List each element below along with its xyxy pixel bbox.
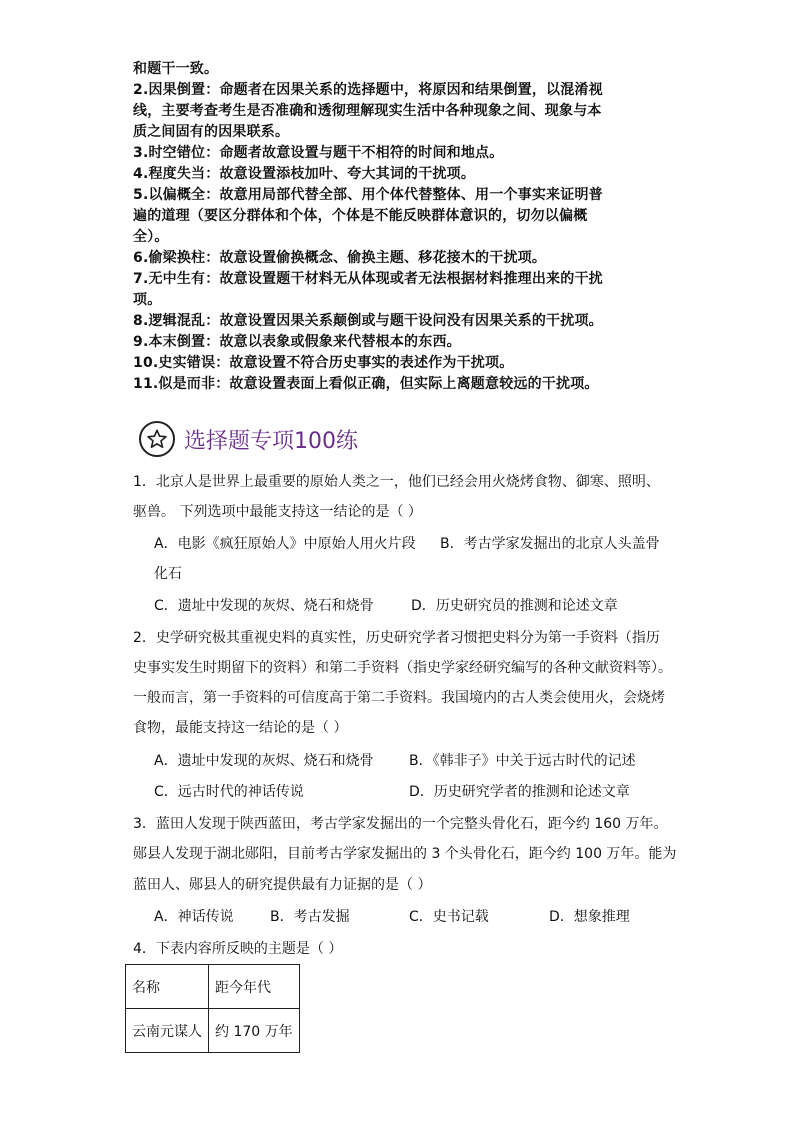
- tip-line: 和题干一致。: [133, 61, 219, 77]
- question-text: 2．史学研究极其重视史料的真实性，历史研究学者习惯把史料分为第一手资料（指历: [133, 630, 660, 646]
- question-text: 1．北京人是世界上最重要的原始人类之一，他们已经会用火烧烤食物、御寒、照明、: [133, 474, 660, 490]
- question-text: 食物，最能支持这一结论的是（ ）: [133, 720, 348, 736]
- option-a: A．电影《疯狂原始人》中原始人用火片段: [154, 536, 416, 552]
- question-text: 3．蓝田人发现于陕西蓝田，考古学家发掘出的一个完整头骨化石，距今约 160 万年。: [133, 816, 668, 832]
- tip-line: 线，主要考查考生是否准确和透彻理解现实生活中各种现象之间、现象与本: [133, 103, 602, 119]
- question-text: 郧县人发现于湖北郧阳，目前考古学家发掘出的 3 个头骨化石，距今约 100 万年。能为: [133, 846, 677, 862]
- tip-line: 6.偷梁换柱：故意设置偷换概念、偷换主题、移花接木的干扰项。: [133, 250, 547, 266]
- question-text: 蓝田人、郧县人的研究提供最有力证据的是（ ）: [133, 877, 432, 893]
- option-d: D．想象推理: [549, 909, 630, 925]
- option-a: A．神话传说: [154, 909, 234, 925]
- data-table: [125, 964, 300, 1053]
- option-d: D．历史研究学者的推测和论述文章: [409, 784, 630, 800]
- option-d: D．历史研究员的推测和论述文章: [411, 598, 618, 614]
- tip-line: 7.无中生有：故意设置题干材料无从体现或者无法根据材料推理出来的干扰: [133, 271, 603, 287]
- table-cell: 距今年代: [209, 965, 300, 1009]
- option-b-continued: 化石: [154, 566, 182, 582]
- tip-line: 9.本末倒置：故意以表象或假象来代替根本的东西。: [133, 334, 461, 350]
- tip-line: 遍的道理（要区分群体和个体，个体是不能反映群体意识的，切勿以偏概: [133, 208, 588, 224]
- tip-line: 11.似是而非：故意设置表面上看似正确，但实际上离题意较远的干扰项。: [133, 376, 599, 392]
- table-row: [126, 1009, 300, 1053]
- star-icon: [139, 421, 175, 457]
- question-text: 史事实发生时期留下的资料）和第二手资料（指史学家经研究编写的各种文献资料等）。: [133, 660, 672, 676]
- tip-line: 5.以偏概全：故意用局部代替全部、用个体代替整体、用一个事实来证明普: [133, 187, 603, 203]
- table-cell: 名称: [126, 965, 209, 1009]
- option-c: C．远古时代的神话传说: [154, 784, 304, 800]
- option-a: A．遗址中发现的灰烬、烧石和烧骨: [154, 753, 374, 769]
- tip-line: 4.程度失当：故意设置添枝加叶、夸大其词的干扰项。: [133, 166, 476, 182]
- section-title: 选择题专项100练: [184, 428, 358, 454]
- tip-line: 项。: [133, 292, 162, 308]
- tip-line: 2.因果倒置：命题者在因果关系的选择题中，将原因和结果倒置，以混淆视: [133, 82, 603, 98]
- table-row: [126, 965, 300, 1009]
- question-text: 4．下表内容所反映的主题是（ ）: [133, 941, 343, 957]
- question-text: 一般而言，第一手资料的可信度高于第二手资料。我国境内的古人类会使用火，会烧烤: [133, 690, 665, 706]
- tips-list: [133, 59, 673, 395]
- table-cell: 约 170 万年: [209, 1009, 300, 1053]
- tip-line: 8.逻辑混乱：故意设置因果关系颠倒或与题干设问没有因果关系的干扰项。: [133, 313, 603, 329]
- tip-line: 质之间固有的因果联系。: [133, 124, 290, 140]
- option-b: B．考古学家发掘出的北京人头盖骨: [440, 536, 660, 552]
- option-c: C．史书记载: [409, 909, 489, 925]
- table-cell: 云南元谋人: [126, 1009, 209, 1053]
- section-heading: [139, 419, 358, 459]
- tip-line: 3.时空错位：命题者故意设置与题干不相符的时间和地点。: [133, 145, 504, 161]
- option-b: B．考古发掘: [270, 909, 350, 925]
- tip-line: 10.史实错误：故意设置不符合历史事实的表述作为干扰项。: [133, 355, 514, 371]
- option-c: C．遗址中发现的灰烬、烧石和烧骨: [154, 598, 374, 614]
- tip-line: 全）。: [133, 229, 169, 245]
- option-b: B．《韩非子》中关于远古时代的记述: [409, 753, 636, 769]
- question-text: 驱兽。 下列选项中最能支持这一结论的是（ ）: [133, 504, 422, 520]
